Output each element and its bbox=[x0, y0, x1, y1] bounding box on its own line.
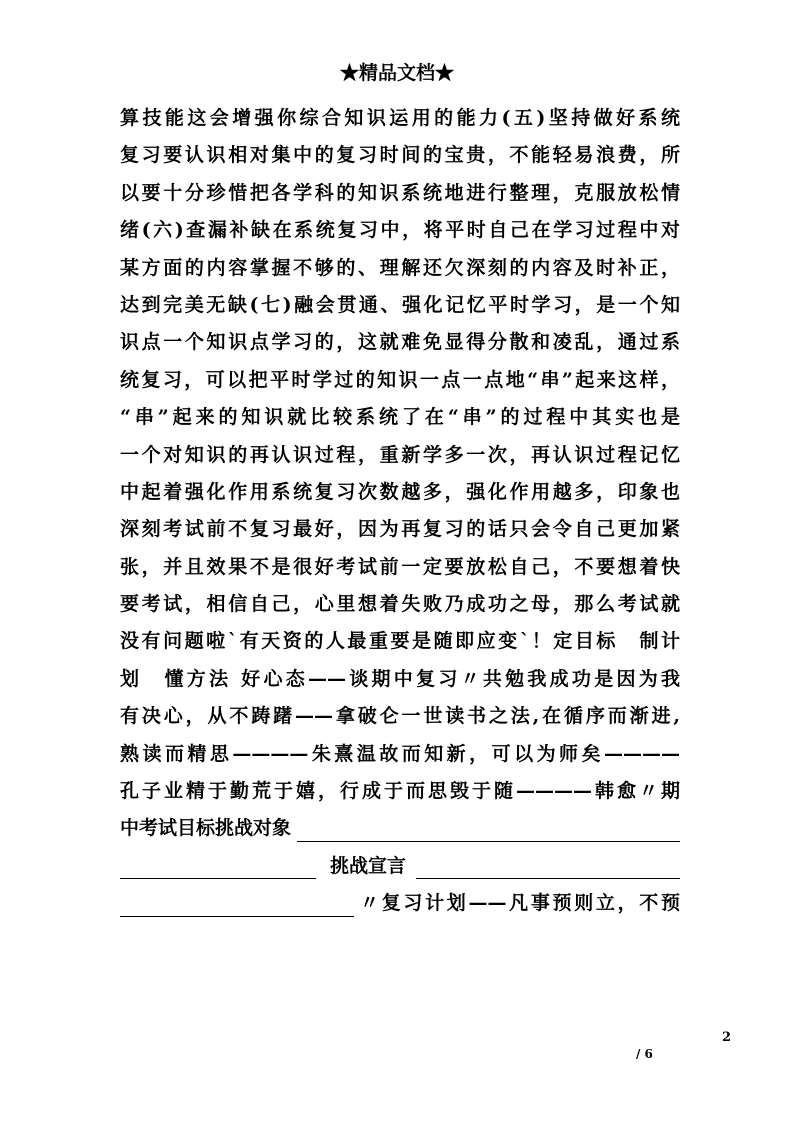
body-line-13: 张，并且效果不是很好考试前一定要放松自己，不要想着快 bbox=[120, 555, 680, 578]
body-line-12: 深刻考试前不复习最好，因为再复习的话只会令自己更加紧 bbox=[120, 518, 680, 541]
target-blank[interactable] bbox=[297, 815, 680, 842]
document-header-title: ★精品文档★ bbox=[339, 62, 454, 84]
body-line-9: “串”起来的知识就比较系统了在“串”的过程中其实也是 bbox=[120, 406, 680, 429]
fill-line-target bbox=[120, 810, 680, 847]
document-body bbox=[120, 100, 680, 923]
body-line-18: 熟读而精思————朱熹温故而知新，可以为师矣———— bbox=[120, 742, 680, 765]
plan-label: 〃复习计划——凡事预则立，不预 bbox=[360, 892, 680, 915]
target-label: 中考试目标挑战对象 bbox=[120, 817, 292, 840]
body-line-19: 孔子业精于勤荒于嬉，行成于而思毁于随————韩愈〃期 bbox=[120, 780, 680, 803]
body-line-16: 划 懂方法 好心态——谈期中复习〃共勉我成功是因为我 bbox=[120, 667, 680, 690]
body-line-2: 复习要认识相对集中的复习时间的宝贵，不能轻易浪费，所 bbox=[120, 144, 680, 167]
body-line-6: 达到完美无缺(七)融会贯通、强化记忆平时学习，是一个知 bbox=[120, 293, 680, 316]
body-line-10: 一个对知识的再认识过程，重新学多一次，再认识过程记忆 bbox=[120, 443, 680, 466]
declaration-label: 挑战宣言 bbox=[330, 854, 407, 877]
body-line-15: 没有问题啦`有天资的人最重要是随即应变`！定目标 制计 bbox=[120, 630, 680, 653]
fill-line-plan bbox=[120, 885, 680, 922]
fill-line-declaration bbox=[120, 848, 680, 885]
body-line-7: 识点一个知识点学习的，这就难免显得分散和凌乱，通过系 bbox=[120, 331, 680, 354]
body-line-14: 要考试，相信自己，心里想着失败乃成功之母，那么考试就 bbox=[120, 593, 680, 616]
declaration-blank[interactable] bbox=[416, 852, 680, 879]
body-line-3: 以要十分珍惜把各学科的知识系统地进行整理，克服放松情 bbox=[120, 181, 680, 204]
body-line-8: 统复习，可以把平时学过的知识一点一点地“串”起来这样， bbox=[120, 368, 680, 391]
page-total: / 6 bbox=[636, 1047, 653, 1061]
body-line-1: 算技能这会增强你综合知识运用的能力(五)坚持做好系统 bbox=[120, 107, 680, 129]
body-line-5: 某方面的内容掌握不够的、理解还欠深刻的内容及时补正， bbox=[120, 256, 680, 279]
body-line-11: 中起着强化作用系统复习次数越多，强化作用越多，印象也 bbox=[120, 480, 680, 503]
body-line-17: 有决心，从不踌躇——拿破仑一世读书之法,在循序而渐进, bbox=[120, 705, 680, 728]
plan-lead-blank[interactable] bbox=[120, 890, 354, 917]
declaration-lead-blank[interactable] bbox=[120, 852, 316, 879]
body-line-4: 绪(六)查漏补缺在系统复习中，将平时自己在学习过程中对 bbox=[120, 219, 680, 242]
page-number: 2 bbox=[722, 1030, 732, 1045]
